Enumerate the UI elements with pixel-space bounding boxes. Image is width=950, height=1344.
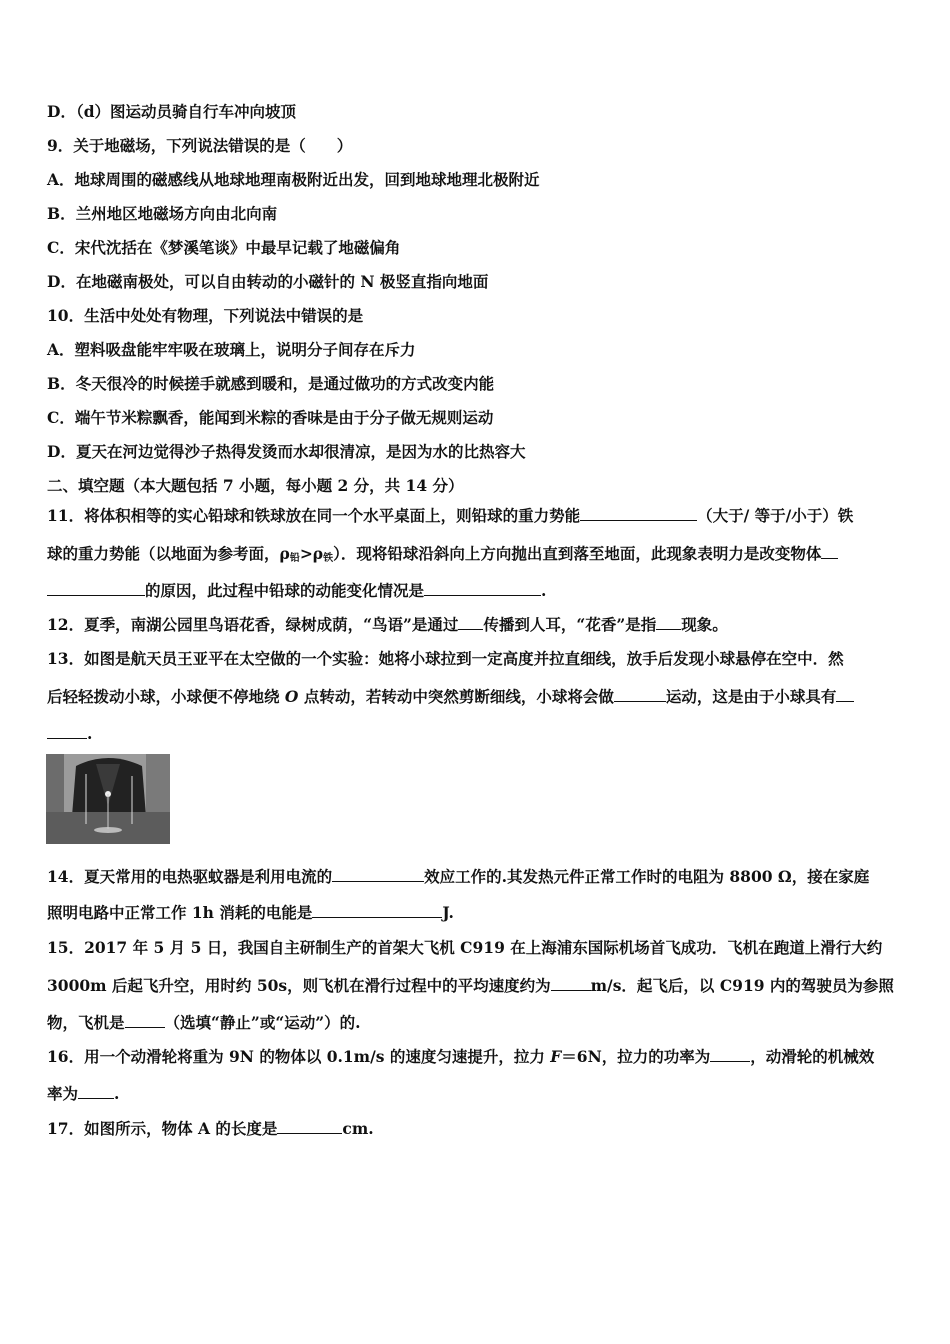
q17-text-2: cm. <box>342 1119 374 1138</box>
q11-blank-2b[interactable] <box>47 580 145 596</box>
q13-text-5: . <box>87 724 93 743</box>
q11-text-7: . <box>541 581 547 600</box>
q10-option-d: D．夏天在河边觉得沙子热得发烫而水却很清凉，是因为水的比热容大 <box>47 442 526 461</box>
q12-text-2: 传播到人耳，“花香”是指 <box>483 615 657 634</box>
q12-text-1: 12．夏季，南湖公园里鸟语花香，绿树成荫，“鸟语”是通过 <box>47 615 459 634</box>
q13-blank-2b[interactable] <box>47 723 87 739</box>
q13-text-3: 点转动，若转动中突然剪断细线，小球将会做 <box>298 687 614 706</box>
q11-line1 <box>47 505 853 526</box>
q12-text-3: 现象。 <box>681 615 728 634</box>
q16-text-4: 率为 <box>47 1084 79 1103</box>
q15-text-5: （选填“静止”或“运动”）的. <box>164 1013 361 1032</box>
q11-line2 <box>47 543 838 569</box>
q13-text-2: 后轻轻拨动小球，小球便不停地绕 <box>47 687 285 706</box>
q15-line3 <box>47 1012 361 1033</box>
q15-line1: 15．2017 年 5 月 5 日，我国自主研制生产的首架大飞机 C919 在上海浦东国际机场首飞成功．飞机在跑道上滑行大约 <box>47 938 883 957</box>
q14-text-2: 效应工作的.其发热元件正常工作时的电阻为 8800 Ω，接在家庭 <box>424 867 870 886</box>
q13-text-4: 运动，这是由于小球具有 <box>665 687 837 706</box>
q17-blank-1[interactable] <box>277 1118 342 1134</box>
q16-text-3: ，动滑轮的机械效 <box>750 1047 875 1066</box>
q11-blank-1[interactable] <box>580 505 697 521</box>
q17-line1 <box>47 1118 374 1139</box>
q14-text-4: J. <box>442 903 454 922</box>
q13-line1: 13．如图是航天员王亚平在太空做的一个实验：她将小球拉到一定高度并拉直细线，放手后发现小球悬停在空中．然 <box>47 649 844 668</box>
q15-text-2: 3000m 后起飞升空，用时约 50s，则飞机在滑行过程中的平均速度约为 <box>47 976 551 995</box>
q11-text-5: ）．现将铅球沿斜向上方向抛出直到落至地面，此现象表明力是改变物体 <box>333 544 822 563</box>
q8-option-d: D．（d）图运动员骑自行车冲向坡顶 <box>47 102 297 121</box>
q11-line3 <box>47 580 546 601</box>
q10-option-c: C．端午节米粽飘香，能闻到米粽的香味是由于分子做无规则运动 <box>47 408 494 427</box>
q15-blank-1[interactable] <box>551 975 591 991</box>
q11-blank-2a[interactable] <box>821 543 838 559</box>
q16-text-2: ＝6N，拉力的功率为 <box>561 1047 711 1066</box>
q11-text-2: （大于/ 等于/小于）铁 <box>697 506 854 525</box>
q11-blank-3[interactable] <box>424 580 541 596</box>
q14-text-3: 照明电路中正常工作 1h 消耗的电能是 <box>47 903 313 922</box>
q14-blank-1[interactable] <box>332 866 424 882</box>
q11-text-6: 的原因，此过程中铅球的动能变化情况是 <box>145 581 425 600</box>
q12-blank-1[interactable] <box>458 614 483 630</box>
q13-line2 <box>47 686 854 707</box>
q9-option-a: A．地球周围的磁感线从地球地理南极附近出发，回到地球地理北极附近 <box>47 170 540 189</box>
q16-blank-2[interactable] <box>78 1083 114 1099</box>
q15-line2 <box>47 975 894 996</box>
q12-blank-2[interactable] <box>656 614 681 630</box>
q13-point-o: O <box>284 687 299 706</box>
q16-text-1: 16．用一个动滑轮将重为 9N 的物体以 0.1m/s 的速度匀速提升，拉力 <box>47 1047 551 1066</box>
q16-text-5: . <box>114 1084 120 1103</box>
q11-sub-lead: 铅 <box>289 553 300 564</box>
q15-text-4: 物，飞机是 <box>47 1013 125 1032</box>
q16-blank-1[interactable] <box>710 1046 750 1062</box>
q14-blank-2[interactable] <box>312 902 442 918</box>
q13-blank-1[interactable] <box>614 686 666 702</box>
q13-line3 <box>47 723 92 744</box>
q9-option-b: B．兰州地区地磁场方向由北向南 <box>47 204 278 223</box>
q14-line1 <box>47 866 869 887</box>
q9-option-d: D．在地磁南极处，可以自由转动的小磁针的 N 极竖直指向地面 <box>47 272 489 291</box>
q11-text-4: >ρ <box>299 544 324 563</box>
photo-drawing <box>46 754 170 844</box>
section-title: 二、填空题（本大题包括 7 小题，每小题 2 分，共 14 分） <box>47 476 464 495</box>
q11-sub-iron: 铁 <box>323 553 334 564</box>
q13-blank-2a[interactable] <box>836 686 854 702</box>
q17-text-1: 17．如图所示，物体 A 的长度是 <box>47 1119 278 1138</box>
q11-text-3: 球的重力势能（以地面为参考面，ρ <box>47 544 290 563</box>
q15-text-3: m/s．起飞后，以 C919 内的驾驶员为参照 <box>590 976 894 995</box>
q10-option-a: A．塑料吸盘能牢牢吸在玻璃上，说明分子间存在斥力 <box>47 340 416 359</box>
q10-stem: 10．生活中处处有物理，下列说法中错误的是 <box>47 306 364 325</box>
q12-line1 <box>47 614 728 635</box>
q9-option-c: C．宋代沈括在《梦溪笔谈》中最早记载了地磁偏角 <box>47 238 401 257</box>
q10-option-b: B．冬天很冷的时候搓手就感到暖和，是通过做功的方式改变内能 <box>47 374 495 393</box>
q14-line2 <box>47 902 454 923</box>
astronaut-experiment-photo <box>46 754 170 844</box>
q16-line1 <box>47 1046 874 1067</box>
q16-line2 <box>47 1083 119 1104</box>
q16-force-f: F <box>550 1047 562 1066</box>
q15-blank-2[interactable] <box>125 1012 165 1028</box>
q11-text-1: 11．将体积相等的实心铅球和铁球放在同一个水平桌面上，则铅球的重力势能 <box>47 506 581 525</box>
q14-text-1: 14．夏天常用的电热驱蚊器是利用电流的 <box>47 867 333 886</box>
q9-stem: 9．关于地磁场，下列说法错误的是（ ） <box>47 136 353 155</box>
